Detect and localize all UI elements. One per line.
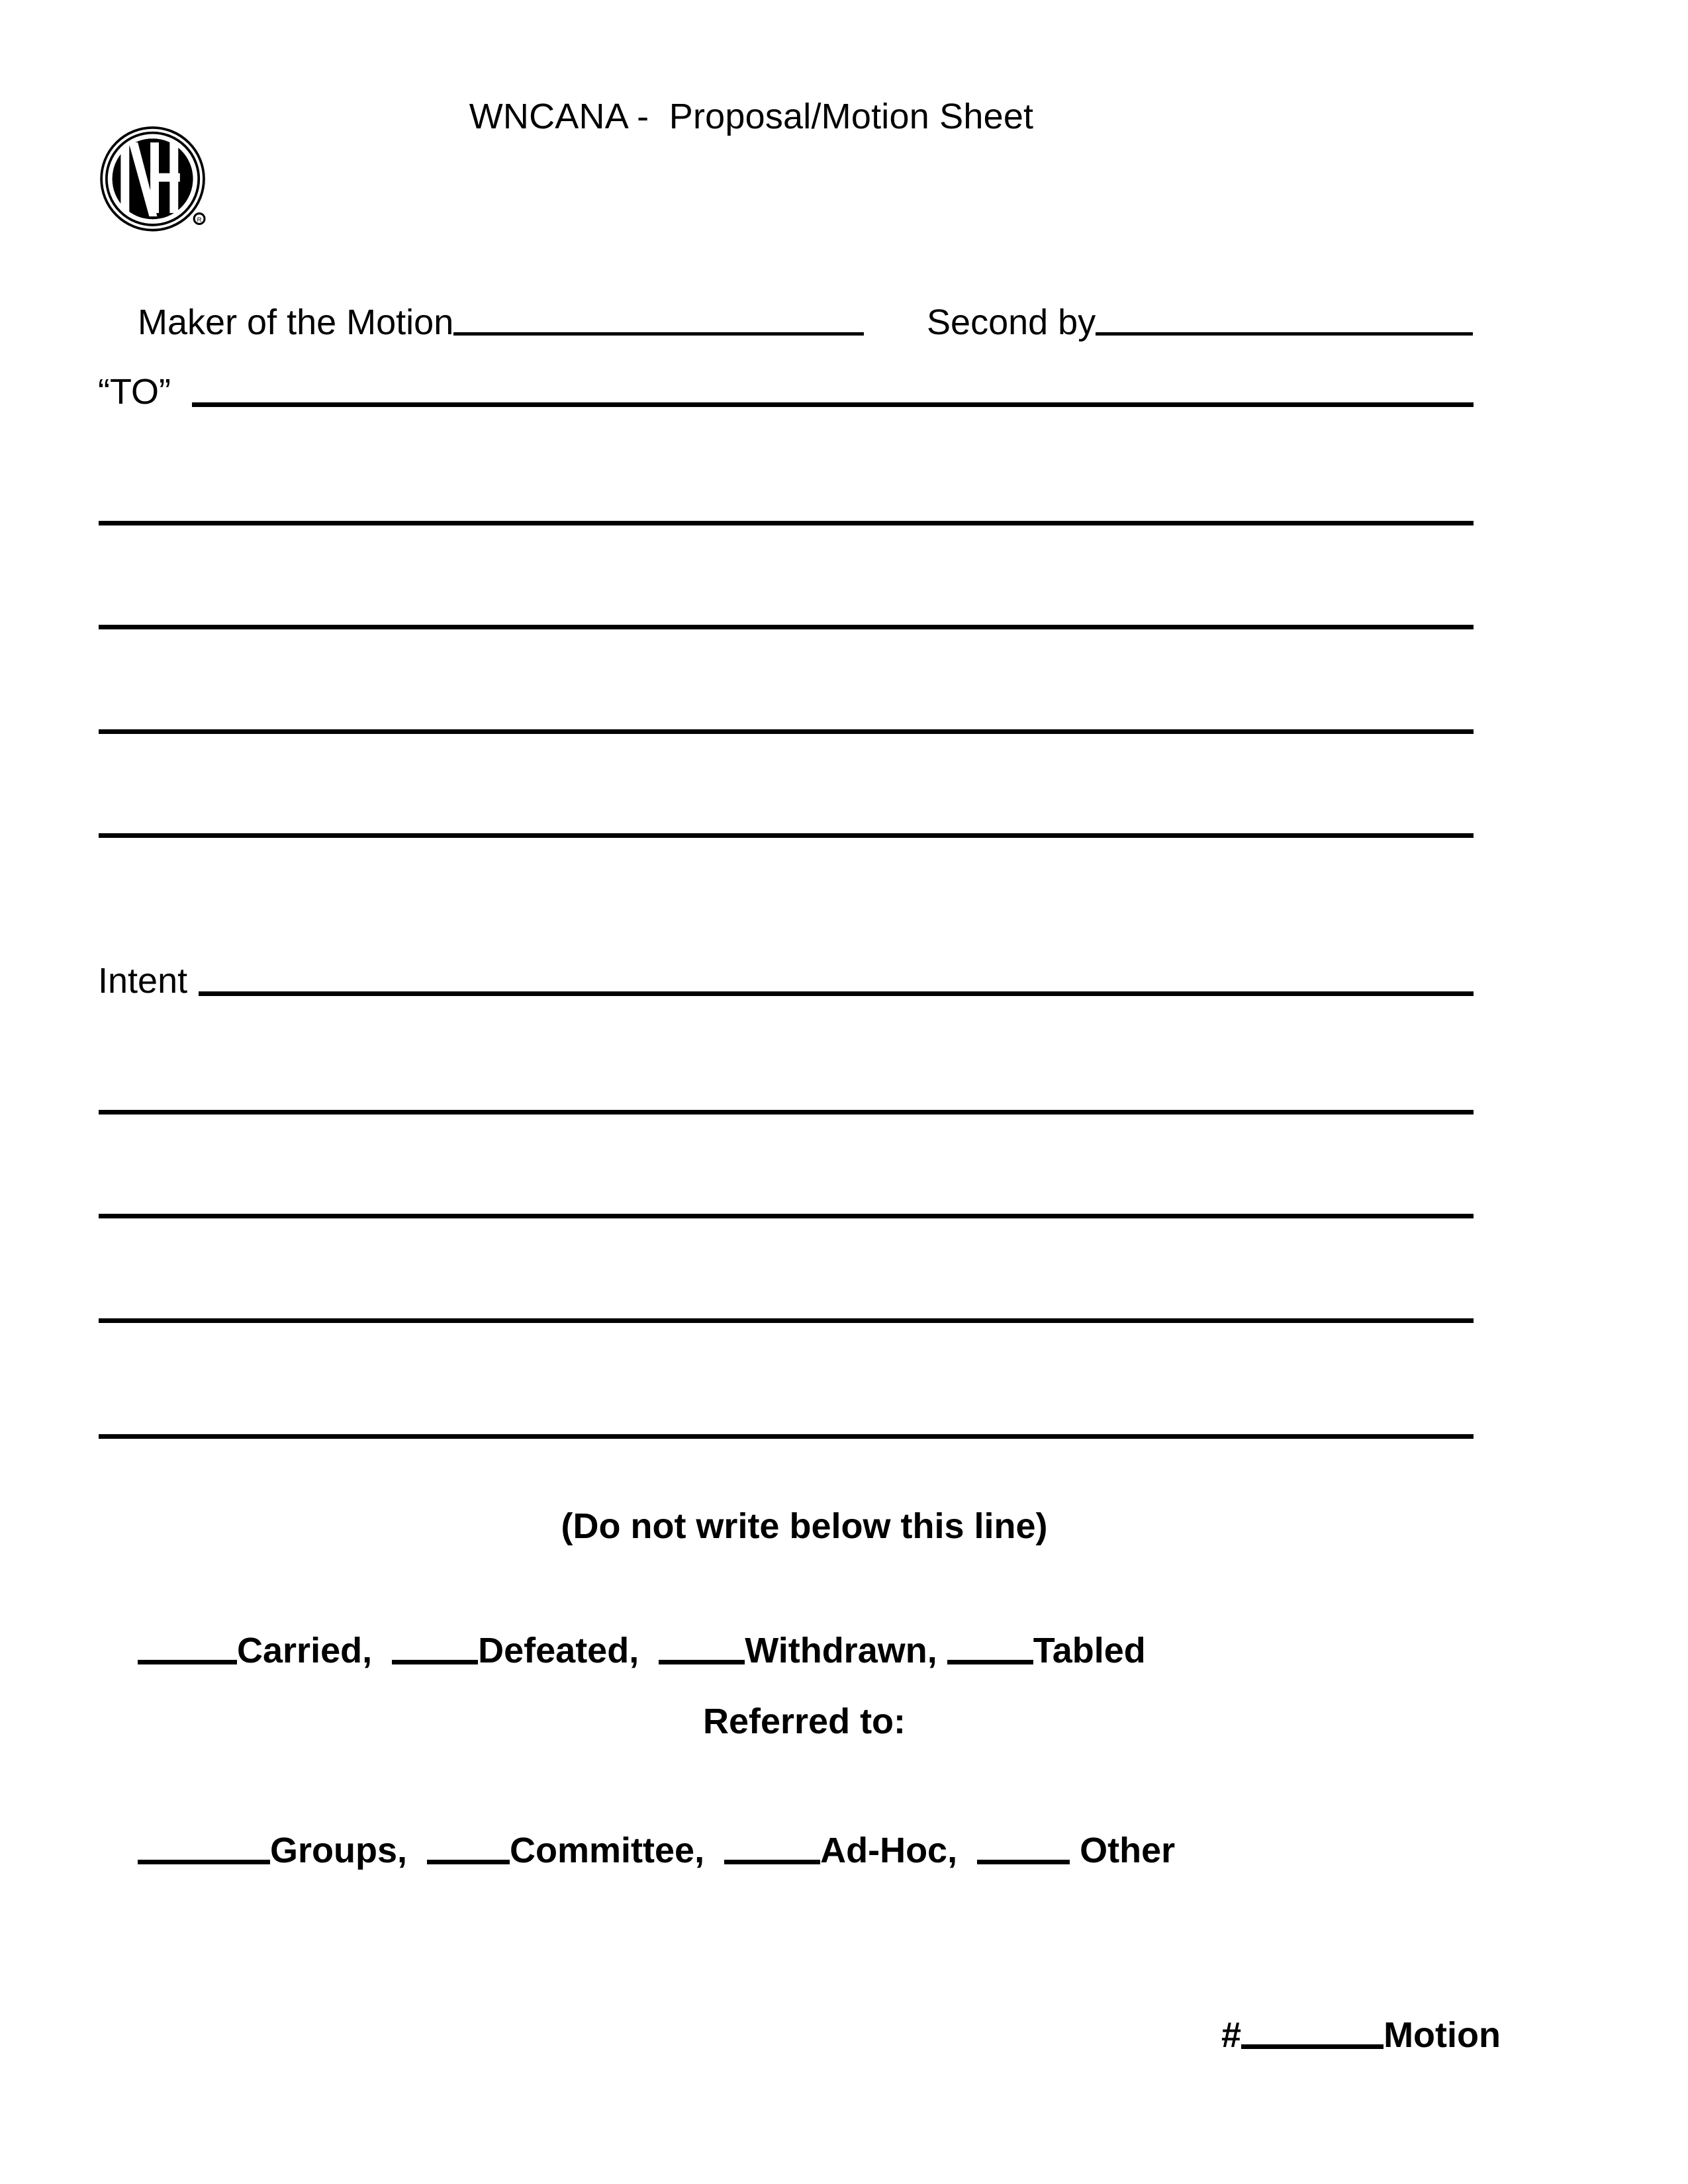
other-label: Other: [1080, 1831, 1176, 1871]
to-rule-2[interactable]: [99, 521, 1474, 525]
to-rule-1[interactable]: [192, 402, 1474, 407]
intent-rule-1[interactable]: [199, 991, 1474, 996]
second-by-field[interactable]: [887, 268, 1473, 376]
to-rule-5[interactable]: [99, 833, 1474, 838]
intent-rule-4[interactable]: [99, 1318, 1474, 1323]
committee-blank[interactable]: [427, 1832, 510, 1864]
motion-number-prefix: #: [1221, 2015, 1242, 2055]
intent-rule-2[interactable]: [99, 1110, 1474, 1115]
other-blank[interactable]: [977, 1832, 1070, 1864]
intent-label: Intent: [98, 961, 188, 1001]
maker-of-motion-blank[interactable]: [453, 304, 864, 336]
na-logo-icon: [98, 123, 212, 237]
maker-of-motion-label: Maker of the Motion: [138, 302, 454, 343]
to-rule-4[interactable]: [99, 729, 1474, 734]
second-by-blank[interactable]: [1096, 304, 1473, 336]
intent-rule-3[interactable]: [99, 1214, 1474, 1218]
withdrawn-label: Withdrawn,: [745, 1631, 937, 1671]
tabled-label: Tabled: [1033, 1631, 1146, 1671]
to-rule-3[interactable]: [99, 625, 1474, 629]
svg-text:R: R: [197, 216, 202, 224]
page-title: WNCANA - Proposal/Motion Sheet: [469, 97, 1034, 136]
do-not-write-below-notice: (Do not write below this line): [561, 1506, 1048, 1546]
groups-blank[interactable]: [138, 1832, 270, 1864]
intent-rule-5[interactable]: [99, 1434, 1474, 1439]
motion-number-field[interactable]: [1182, 1974, 1501, 2097]
withdrawn-blank[interactable]: [659, 1632, 745, 1664]
outcome-row[interactable]: [98, 1596, 1146, 1704]
referred-to-label: Referred to:: [702, 1702, 906, 1741]
motion-number-suffix: Motion: [1383, 2015, 1501, 2055]
committee-label: Committee,: [510, 1831, 705, 1871]
defeated-label: Defeated,: [478, 1631, 639, 1671]
ad-hoc-blank[interactable]: [724, 1832, 820, 1864]
carried-label: Carried,: [237, 1631, 373, 1671]
to-label: “TO”: [98, 372, 171, 412]
motion-number-blank[interactable]: [1241, 2017, 1383, 2049]
second-by-label: Second by: [927, 302, 1096, 343]
tabled-blank[interactable]: [947, 1632, 1033, 1664]
maker-of-motion-field[interactable]: [98, 268, 864, 376]
referral-row[interactable]: [98, 1796, 1175, 1904]
ad-hoc-label: Ad-Hoc,: [820, 1831, 958, 1871]
carried-blank[interactable]: [138, 1632, 237, 1664]
groups-label: Groups,: [270, 1831, 408, 1871]
defeated-blank[interactable]: [392, 1632, 478, 1664]
